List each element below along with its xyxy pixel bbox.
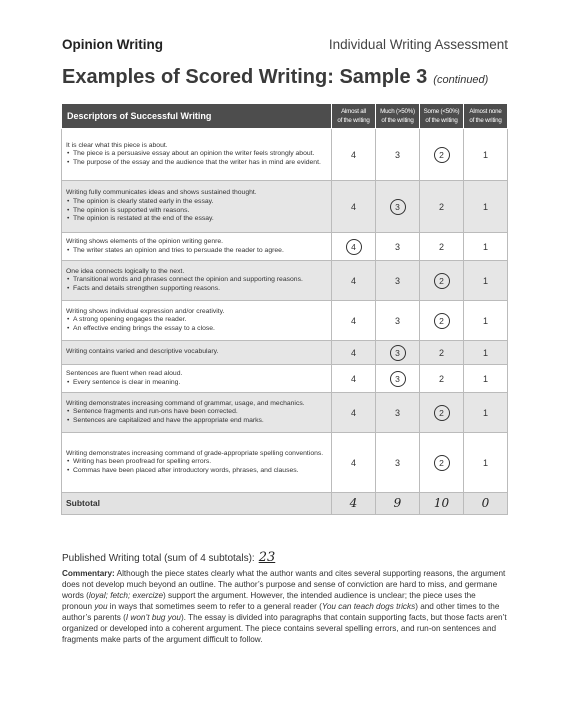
- descriptor-title: Writing fully communicates ideas and shows sustained thought.: [66, 189, 257, 197]
- descriptor-title: Writing shows elements of the opinion writing genre.: [66, 237, 224, 245]
- descriptor-row: [62, 233, 508, 261]
- score-cell: [376, 433, 420, 493]
- score-value: 4: [350, 149, 356, 160]
- score-cell: [464, 261, 508, 301]
- descriptor-bullets: [66, 458, 327, 475]
- assessment-label: Individual Writing Assessment: [328, 37, 508, 52]
- circled-score: 3: [390, 345, 406, 361]
- score-value: 2: [438, 241, 444, 252]
- descriptor-cell: [62, 393, 332, 433]
- circled-score: 2: [434, 405, 450, 421]
- descriptor-row: [62, 393, 508, 433]
- score-value: 2: [438, 201, 444, 212]
- subtotal-row: [62, 493, 508, 515]
- score-value: 4: [350, 275, 356, 286]
- descriptor-cell: [62, 129, 332, 181]
- rubric-header-row: [62, 104, 508, 129]
- circled-score: 3: [390, 371, 406, 387]
- score-cell: [464, 301, 508, 341]
- circled-score: 2: [434, 147, 450, 163]
- column-header: Almost all of the writing: [332, 104, 376, 129]
- score-cell: [420, 393, 464, 433]
- score-cell: [376, 341, 420, 365]
- score-value: 3: [394, 457, 400, 468]
- descriptor-bullet: • A strong opening engages the reader.: [66, 316, 327, 325]
- descriptor-title: Writing contains varied and descriptive vocabulary.: [66, 348, 219, 356]
- score-cell: [464, 233, 508, 261]
- page-title: [62, 66, 488, 89]
- column-header: Much (>50%) of the writing: [376, 104, 420, 129]
- column-header: Almost none of the writing: [464, 104, 508, 129]
- descriptor-cell: [62, 261, 332, 301]
- score-cell: [376, 261, 420, 301]
- score-cell: [420, 433, 464, 493]
- descriptor-title: Writing demonstrates increasing command of grammar, usage, and mechanics.: [66, 399, 305, 407]
- descriptor-bullet: • Commas have been placed after introductory words, phrases, and clauses.: [66, 467, 327, 476]
- descriptor-header: Descriptors of Successful Writing: [62, 104, 332, 129]
- score-cell: [332, 301, 376, 341]
- score-cell: [464, 365, 508, 393]
- score-value: 4: [350, 373, 356, 384]
- score-value: 1: [482, 149, 488, 160]
- column-header: Some (<50%) of the writing: [420, 104, 464, 129]
- circled-score: 2: [434, 455, 450, 471]
- score-value: 3: [394, 275, 400, 286]
- score-value: 3: [394, 149, 400, 160]
- subtotal-value: 10: [420, 493, 464, 515]
- descriptor-bullets: [66, 316, 327, 333]
- published-total-label: Published Writing total (sum of 4 subtotals):: [62, 553, 255, 564]
- score-value: 4: [350, 457, 356, 468]
- descriptor-bullet: • The opinion is supported with reasons.: [66, 207, 327, 216]
- score-cell: [420, 365, 464, 393]
- score-value: 1: [482, 373, 488, 384]
- descriptor-cell: [62, 181, 332, 233]
- descriptor-bullets: [66, 150, 327, 167]
- score-cell: [376, 393, 420, 433]
- continued-label: (continued): [433, 74, 489, 86]
- subtotal-value: 9: [376, 493, 420, 515]
- score-cell: [332, 433, 376, 493]
- descriptor-bullets: [66, 408, 327, 425]
- score-cell: [420, 301, 464, 341]
- descriptor-title: Writing shows individual expression and/or creativity.: [66, 307, 225, 315]
- descriptor-bullets: [66, 247, 327, 256]
- score-cell: [464, 341, 508, 365]
- score-cell: [464, 129, 508, 181]
- score-cell: [376, 233, 420, 261]
- score-value: 4: [350, 201, 356, 212]
- descriptor-bullet: • The piece is a persuasive essay about an opinion the writer feels strongly about.: [66, 150, 327, 159]
- score-value: 1: [482, 275, 488, 286]
- score-value: 3: [394, 407, 400, 418]
- published-total-line: [62, 550, 275, 565]
- score-cell: [332, 365, 376, 393]
- score-cell: [420, 341, 464, 365]
- rubric-table: [61, 103, 508, 515]
- descriptor-cell: [62, 341, 332, 365]
- subtotal-value: 0: [464, 493, 508, 515]
- score-cell: [332, 233, 376, 261]
- descriptor-bullet: • The opinion is clearly stated early in the essay.: [66, 198, 327, 207]
- descriptor-bullet: • Transitional words and phrases connect the opinion and supporting reasons.: [66, 276, 327, 285]
- score-cell: [376, 129, 420, 181]
- descriptor-bullet: • Sentences are capitalized and have the appropriate end marks.: [66, 417, 327, 426]
- score-cell: [464, 433, 508, 493]
- score-cell: [332, 129, 376, 181]
- descriptor-bullet: • Facts and details strengthen supporting reasons.: [66, 285, 327, 294]
- score-value: 3: [394, 241, 400, 252]
- commentary-paragraph: Commentary: Although the piece states clearly what the author wants and cites several supporting reasons, the argument does not develop much beyond an outline. The author’s purpose and sense of conviction are hard to miss, and germane words (loyal; fetch; exercize) support the argument. However, the intended audience is unclear; the piece uses the pronoun you in ways that sometimes seem to refer to a general reader (You can teach dogs tricks) and other times to the author’s parents (I won’t bug you). The essay is divided into paragraphs that contain supporting facts, but those facts aren’t organized or developed into a coherent argument. The piece contains several spelling errors, and run-on sentences and fragments make parts of the argument difficult to follow.: [62, 569, 507, 644]
- descriptor-row: [62, 301, 508, 341]
- circled-score: 3: [390, 199, 406, 215]
- subtotal-label: Subtotal: [62, 493, 332, 515]
- page-title-text: Examples of Scored Writing: Sample 3: [62, 66, 428, 88]
- descriptor-bullet: • Writing has been proofread for spelling errors.: [66, 458, 327, 467]
- descriptor-title: Writing demonstrates increasing command of grade-appropriate spelling conventions.: [66, 449, 324, 457]
- score-cell: [420, 233, 464, 261]
- score-value: 1: [482, 241, 488, 252]
- score-cell: [420, 181, 464, 233]
- section-label: Opinion Writing: [62, 37, 163, 52]
- subtotal-value: 4: [332, 493, 376, 515]
- descriptor-title: It is clear what this piece is about.: [66, 141, 168, 149]
- score-cell: [376, 181, 420, 233]
- score-value: 4: [350, 315, 356, 326]
- published-total-value: 23: [258, 550, 276, 565]
- score-value: 1: [482, 315, 488, 326]
- descriptor-bullet: • Sentence fragments and run-ons have been corrected.: [66, 408, 327, 417]
- score-value: 1: [482, 347, 488, 358]
- score-cell: [332, 341, 376, 365]
- descriptor-bullet: • Every sentence is clear in meaning.: [66, 379, 327, 388]
- score-value: 2: [438, 347, 444, 358]
- descriptor-title: One idea connects logically to the next.: [66, 267, 185, 275]
- descriptor-bullets: [66, 276, 327, 293]
- commentary-label: Commentary:: [62, 569, 115, 578]
- score-cell: [420, 261, 464, 301]
- descriptor-bullet: • The opinion is restated at the end of the essay.: [66, 215, 327, 224]
- descriptor-bullet: • The writer states an opinion and tries to persuade the reader to agree.: [66, 247, 327, 256]
- score-value: 4: [350, 347, 356, 358]
- descriptor-bullet: • An effective ending brings the essay to a close.: [66, 325, 327, 334]
- descriptor-bullets: [66, 379, 327, 388]
- score-value: 4: [350, 407, 356, 418]
- descriptor-cell: [62, 301, 332, 341]
- score-cell: [332, 393, 376, 433]
- circled-score: 2: [434, 313, 450, 329]
- score-cell: [420, 129, 464, 181]
- descriptor-title: Sentences are fluent when read aloud.: [66, 369, 183, 377]
- score-value: 1: [482, 201, 488, 212]
- descriptor-bullets: [66, 198, 327, 224]
- descriptor-cell: [62, 233, 332, 261]
- descriptor-bullet: • The purpose of the essay and the audience that the writer has in mind are evident.: [66, 159, 327, 168]
- circled-score: 4: [346, 239, 362, 255]
- descriptor-cell: [62, 433, 332, 493]
- score-cell: [464, 393, 508, 433]
- score-value: 3: [394, 315, 400, 326]
- descriptor-row: [62, 129, 508, 181]
- score-value: 2: [438, 373, 444, 384]
- descriptor-row: [62, 433, 508, 493]
- score-cell: [376, 301, 420, 341]
- descriptor-row: [62, 341, 508, 365]
- score-value: 1: [482, 407, 488, 418]
- descriptor-row: [62, 365, 508, 393]
- score-cell: [464, 181, 508, 233]
- descriptor-row: [62, 181, 508, 233]
- page-header: [62, 37, 508, 55]
- descriptor-row: [62, 261, 508, 301]
- score-value: 1: [482, 457, 488, 468]
- score-cell: [332, 261, 376, 301]
- score-cell: [376, 365, 420, 393]
- descriptor-cell: [62, 365, 332, 393]
- circled-score: 2: [434, 273, 450, 289]
- score-cell: [332, 181, 376, 233]
